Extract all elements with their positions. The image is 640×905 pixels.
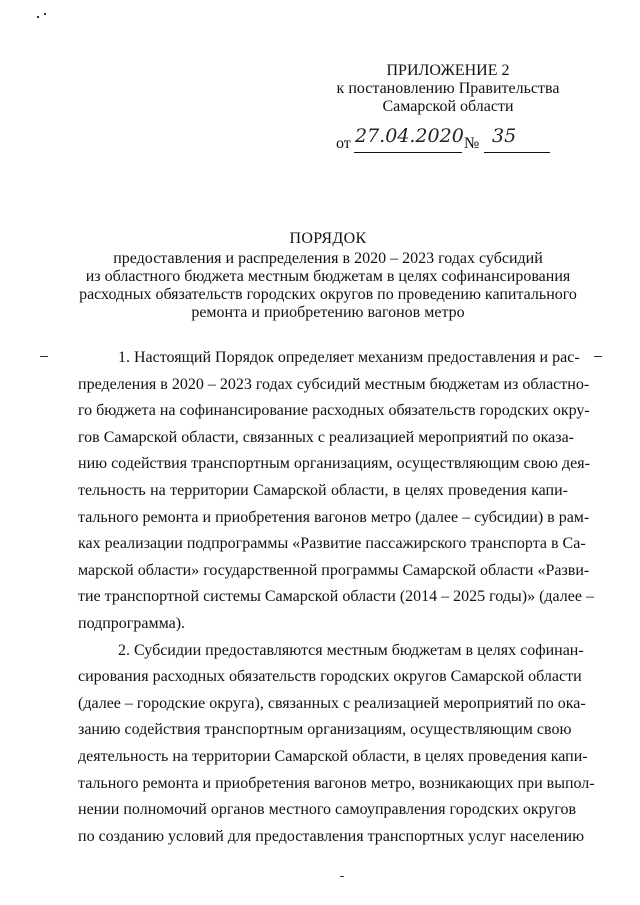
paragraph-line: сирования расходных обязательств городских округов Самарской области xyxy=(78,668,582,686)
paragraph-line: 1. Настоящий Порядок определяет механизм предоставления и рас- xyxy=(118,349,580,366)
paragraph-line: гов Самарской области, связанных с реализацией мероприятий по оказа- xyxy=(78,428,574,446)
paragraph-line: тального ремонта и приобретения вагонов метро, возникающих при выпол- xyxy=(78,774,595,792)
title-heading: ПОРЯДОК xyxy=(289,230,367,247)
paragraph-line: по созданию условий для предоставления транспортных услуг населению xyxy=(78,827,585,845)
appendix-reference: к постановлению Правительства xyxy=(336,80,560,97)
paragraph-line: занию содействия транспортным организациям, осуществляющим свою xyxy=(78,721,572,739)
paragraph-line: нию содействия транспортным организациям, осуществляющим свою дея- xyxy=(78,455,590,473)
paragraph-line: деятельность на территории Самарской области, в целях проведения капи- xyxy=(78,747,588,765)
handwritten-number: 35 xyxy=(492,125,517,147)
scan-speck xyxy=(37,16,39,18)
paragraph-2 xyxy=(78,638,595,851)
handwritten-date: 27.04.2020 xyxy=(355,125,464,147)
paragraph-line: 2. Субсидии предоставляются местным бюджетам в целях софинан- xyxy=(118,641,584,659)
number-label: № xyxy=(464,135,480,152)
paragraph-line: го бюджета на софинансирование расходных обязательств городских окру- xyxy=(78,402,590,420)
paragraph-line: тального ремонта и приобретения вагонов метро (далее – субсидии) в рам- xyxy=(78,508,590,526)
scan-speck xyxy=(40,356,48,357)
paragraph-line: тие транспортной системы Самарской области (2014 – 2025 годы)» (далее – xyxy=(78,588,594,606)
title-line: из областного бюджета местным бюджетам в целях софинансирования xyxy=(85,268,571,285)
document-body xyxy=(78,345,595,850)
number-underline xyxy=(484,152,550,153)
paragraph-line: марской области» государственной программы Самарской области «Разви- xyxy=(78,561,590,579)
date-underline xyxy=(354,152,462,153)
paragraph-line: тельность на территории Самарской области, в целях проведения капи- xyxy=(78,481,568,499)
date-number-line xyxy=(336,125,566,155)
date-prefix: от xyxy=(336,135,351,152)
paragraph-line: подпрограмма). xyxy=(78,614,186,632)
appendix-header xyxy=(330,62,566,116)
title-line: расходных обязательств городских округов по проведению капитального xyxy=(79,286,577,303)
paragraph-line: пределения в 2020 – 2023 годах субсидий местным бюджетам из областно- xyxy=(78,375,590,393)
paragraph-line: нении полномочий органов местного самоуправления городских округов xyxy=(78,801,577,819)
paragraph-line: (далее – городские округа), связанных с реализацией мероприятий по ока- xyxy=(78,694,586,712)
paragraph-line: ках реализации подпрограммы «Развитие пассажирского транспорта в Са- xyxy=(78,535,586,553)
appendix-title: ПРИЛОЖЕНИЕ 2 xyxy=(386,62,510,79)
document-title xyxy=(60,230,596,322)
paragraph-1 xyxy=(78,345,594,638)
title-line: ремонта и приобретению вагонов метро xyxy=(191,304,465,321)
scan-speck xyxy=(44,13,46,15)
title-line: предоставления и распределения в 2020 – 2023 годах субсидий xyxy=(113,250,543,267)
scan-speck xyxy=(340,876,344,877)
scan-speck xyxy=(594,356,602,357)
appendix-region: Самарской области xyxy=(382,98,514,115)
